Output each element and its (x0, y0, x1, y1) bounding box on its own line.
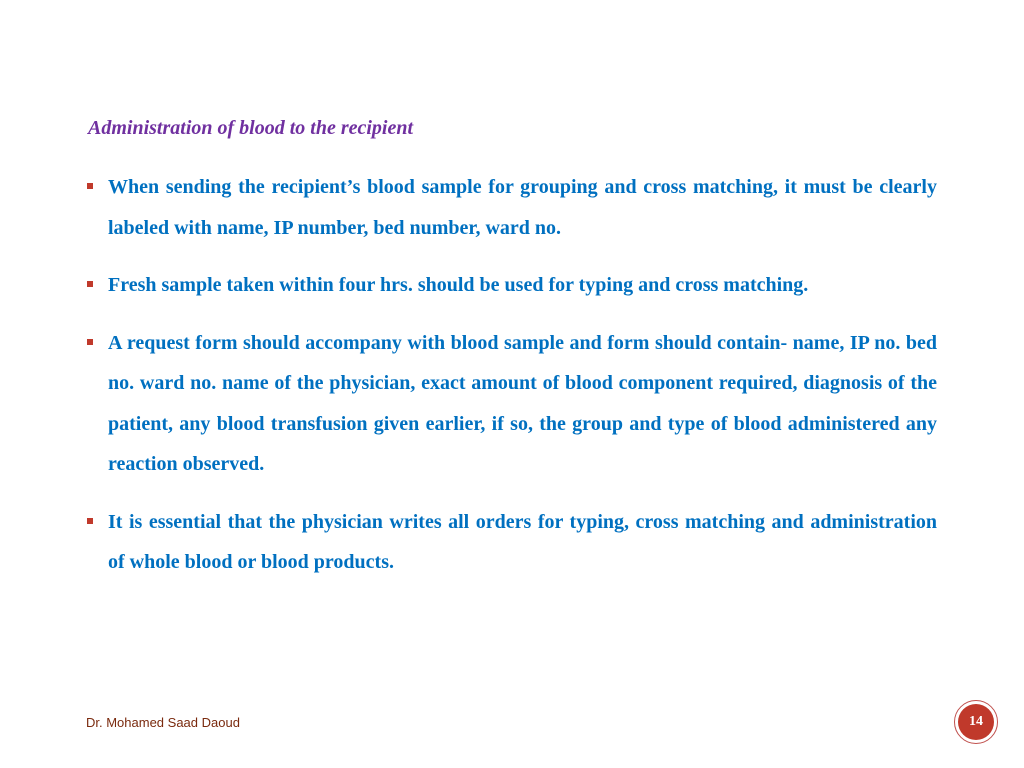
bullet-text: It is essential that the physician writes all orders for typing, cross matching and administration of whole blood or blood products. (108, 510, 937, 573)
bullet-text: When sending the recipient’s blood sample for grouping and cross matching, it must be clearly labeled with name, IP number, bed number, ward no. (108, 176, 937, 239)
bullet-item (86, 323, 937, 485)
square-bullet-icon (87, 281, 93, 287)
bullet-item (86, 265, 937, 306)
bullet-list (86, 167, 937, 600)
square-bullet-icon (87, 339, 93, 345)
bullet-item (86, 167, 937, 248)
page-number: 14 (958, 704, 994, 740)
bullet-text: Fresh sample taken within four hrs. should be used for typing and cross matching. (108, 274, 809, 296)
page-number-badge (954, 700, 998, 744)
slide-heading: Administration of blood to the recipient (88, 117, 414, 139)
square-bullet-icon (87, 183, 93, 189)
footer-author: Dr. Mohamed Saad Daoud (86, 715, 240, 730)
square-bullet-icon (87, 518, 93, 524)
bullet-item (86, 502, 937, 583)
bullet-text: A request form should accompany with blood sample and form should contain- name, IP no. bed no. ward no. name of the physician, exact amount of blood component required, diagnosis of the patient, any blood transfusion given earlier, if so, the group and type of blood administered any reaction observed. (108, 331, 937, 475)
